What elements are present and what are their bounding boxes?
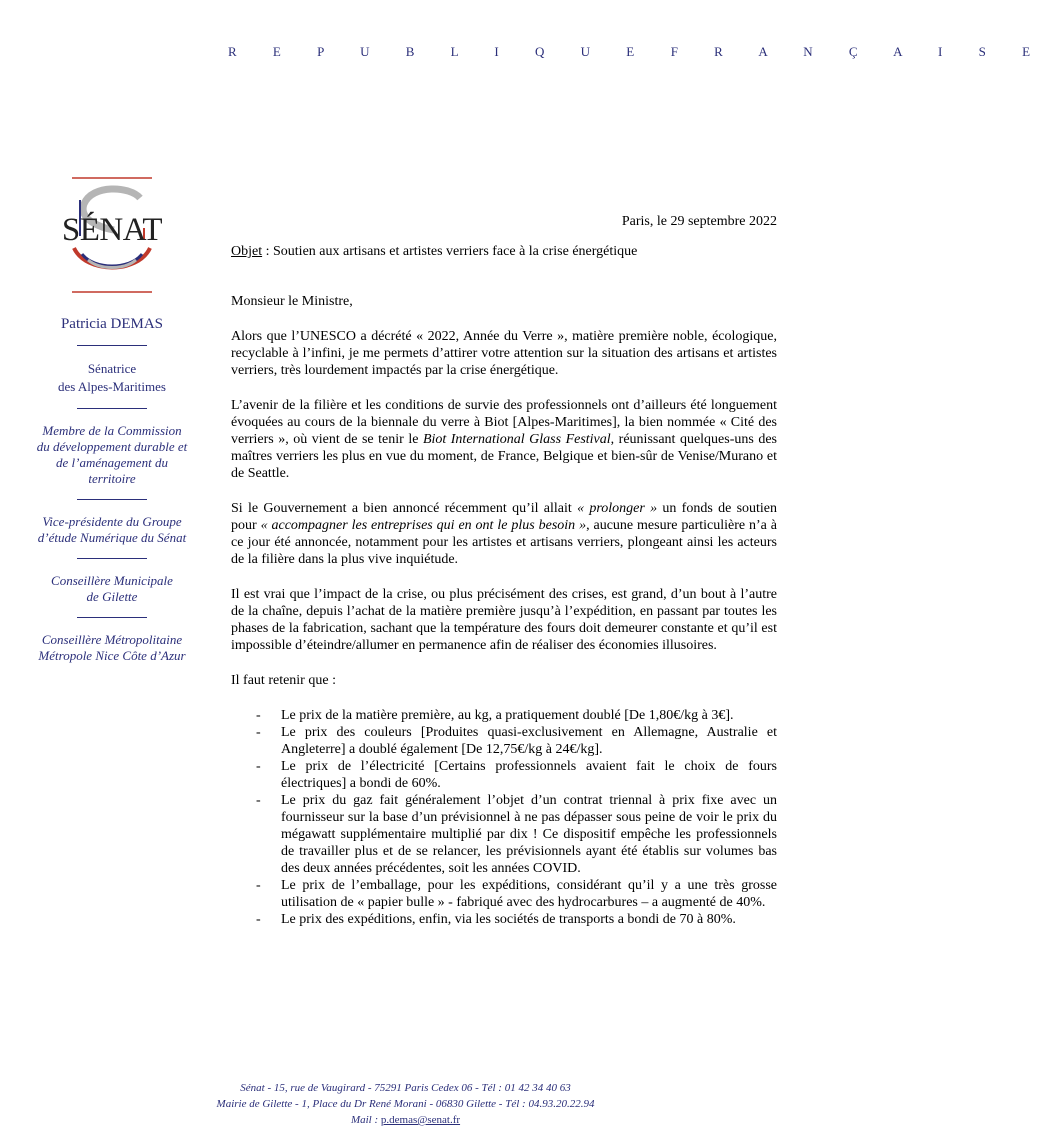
senator-role (18, 360, 206, 396)
paragraph-biot (231, 397, 777, 482)
festival-name: Biot International Glass Festival (422, 432, 611, 447)
commission-line: de l’aménagement du (56, 455, 168, 470)
letter-body (231, 213, 777, 928)
mail-label: Mail : (350, 1114, 381, 1126)
group-line: Vice-présidente du Groupe (42, 514, 182, 529)
study-group (18, 514, 206, 546)
municipal-role (18, 573, 206, 605)
footer-mairie-address: Mairie de Gilette - 1, Place du Dr René Morani - 06830 Gilette - Tél : 04.93.20.22.94 (216, 1098, 595, 1110)
paragraph-text: , réunissant quelques-uns des maîtres verriers les plus en vue du moment, de France, Belgique et bien-sûr de Venise/Murano et de Seattle. (231, 432, 777, 481)
commission-membership (18, 423, 206, 487)
letter-footer (0, 1080, 811, 1128)
paragraph-text: un fonds de soutien pour (231, 501, 778, 533)
commission-line: territoire (88, 471, 136, 486)
municipal-line: Conseillère Municipale (51, 573, 173, 588)
senat-logo-word: SÉNAT (61, 212, 163, 248)
email-link[interactable]: p.demas@senat.fr (380, 1114, 461, 1126)
paragraph-unesco: Alors que l’UNESCO a décrété « 2022, Année du Verre », matière première noble, écologique, recyclable à l’infini, je me permets d’attirer votre attention sur la situation des artisans et artistes verriers, très lourdement impactés par la crise énergétique. (231, 329, 777, 378)
footer-mail (0, 1112, 811, 1128)
role-line: Sénatrice (87, 361, 137, 376)
metro-line: Métropole Nice Côte d’Azur (38, 648, 186, 663)
list-item: - Le prix du gaz fait généralement l’objet d’un contrat triennal à prix fixe avec un fournisseur sur la base d’un prévisionnel à ne pas dépasser sous peine de voir le prix du mégawatt supplémentaire multiplié par dix ! Ce dispositif empêche les professionnels de travailler plus et de se relancer, les prévisionnels ayant été établis sur volumes bas des deux années précédentes, soit les années COVID. (281, 792, 777, 877)
municipal-line: de Gilette (86, 589, 138, 604)
divider (77, 617, 147, 618)
letterhead-francaise: F R A N Ç A I S E (670, 44, 1047, 59)
footer-senat-address: Sénat - 15, rue de Vaugirard - 75291 Paris Cedex 06 - Tél : 01 42 34 40 63 (240, 1082, 571, 1094)
paragraph-impact: Il est vrai que l’impact de la crise, ou plus précisément des crises, est grand, d’un bout à l’autre de la chaîne, depuis l’achat de la matière première jusqu’à l’expédition, en passant par toutes les phases de la fabrication, sachant que la température des fours doit demeurer constante et qu’il est impossible d’éteindre/allumer en permanence afin de réaliser des économies illusoires. (231, 587, 777, 653)
divider (77, 345, 147, 346)
quote-prolonger: « prolonger » (577, 501, 658, 516)
commission-line: Membre de la Commission (42, 423, 182, 438)
letter-date: Paris, le 29 septembre 2022 (621, 214, 777, 229)
paragraph-text: Si le Gouvernement a bien annoncé récemment qu’il allait (231, 501, 578, 516)
senator-name: Patricia DEMAS (60, 316, 164, 332)
list-item: - Le prix des couleurs [Produites quasi-exclusivement en Allemagne, Australie et Angleterre] a doublé également [De 12,75€/kg à 24€/kg]. (281, 724, 777, 758)
paragraph-text: , aucune mesure particulière n’a à ce jour été annoncée, notamment pour les artistes et artisans verriers, plongeant ainsi les acteurs de la filière dans la plus vive inquiétude. (231, 518, 778, 567)
letterhead-title (228, 44, 1047, 60)
paragraph-gouvernement (231, 500, 777, 568)
list-item: - Le prix des expéditions, enfin, via les sociétés de transports a bondi de 70 à 80%. (281, 911, 777, 928)
list-item: - Le prix de l’électricité [Certains professionnels avaient fait le choix de fours électriques] a bondi de 60%. (281, 758, 777, 792)
sidebar (18, 170, 206, 664)
subject-text: : Soutien aux artisans et artistes verriers face à la crise énergétique (262, 244, 638, 259)
salutation: Monsieur le Ministre, (231, 294, 353, 309)
metro-line: Conseillère Métropolitaine (41, 632, 183, 647)
quote-accompagner: « accompagner les entreprises qui en ont le plus besoin » (260, 518, 587, 533)
list-item: - Le prix de l’emballage, pour les expéditions, considérant qu’il y a une très grosse utilisation de « papier bulle » - fabriqué avec des hydrocarbures – a augmenté de 40%. (281, 877, 777, 911)
commission-line: du développement durable et (36, 439, 188, 454)
divider (77, 499, 147, 500)
list-item: - Le prix de la matière première, au kg, a pratiquement doublé [De 1,80€/kg à 3€]. (281, 707, 777, 724)
paragraph-retenir: Il faut retenir que : (231, 673, 336, 688)
divider (77, 408, 147, 409)
senat-logo (52, 170, 172, 300)
price-increase-list (231, 707, 777, 928)
group-line: d’étude Numérique du Sénat (37, 530, 187, 545)
role-line: des Alpes-Maritimes (58, 379, 166, 394)
letterhead-republique: R E P U B L I Q U E (228, 44, 651, 59)
subject-label: Objet (231, 244, 263, 259)
letter-subject (231, 243, 777, 260)
paragraph-text: L’avenir de la filière et les conditions de survie des professionnels ont d’ailleurs été longuement évoquées au cours de la biennale du verre à Biot [Alpes-Maritimes], la bien nommée « Cité des verriers », où vient de se tenir le (231, 398, 777, 447)
divider (77, 558, 147, 559)
metropolitan-role (18, 632, 206, 664)
